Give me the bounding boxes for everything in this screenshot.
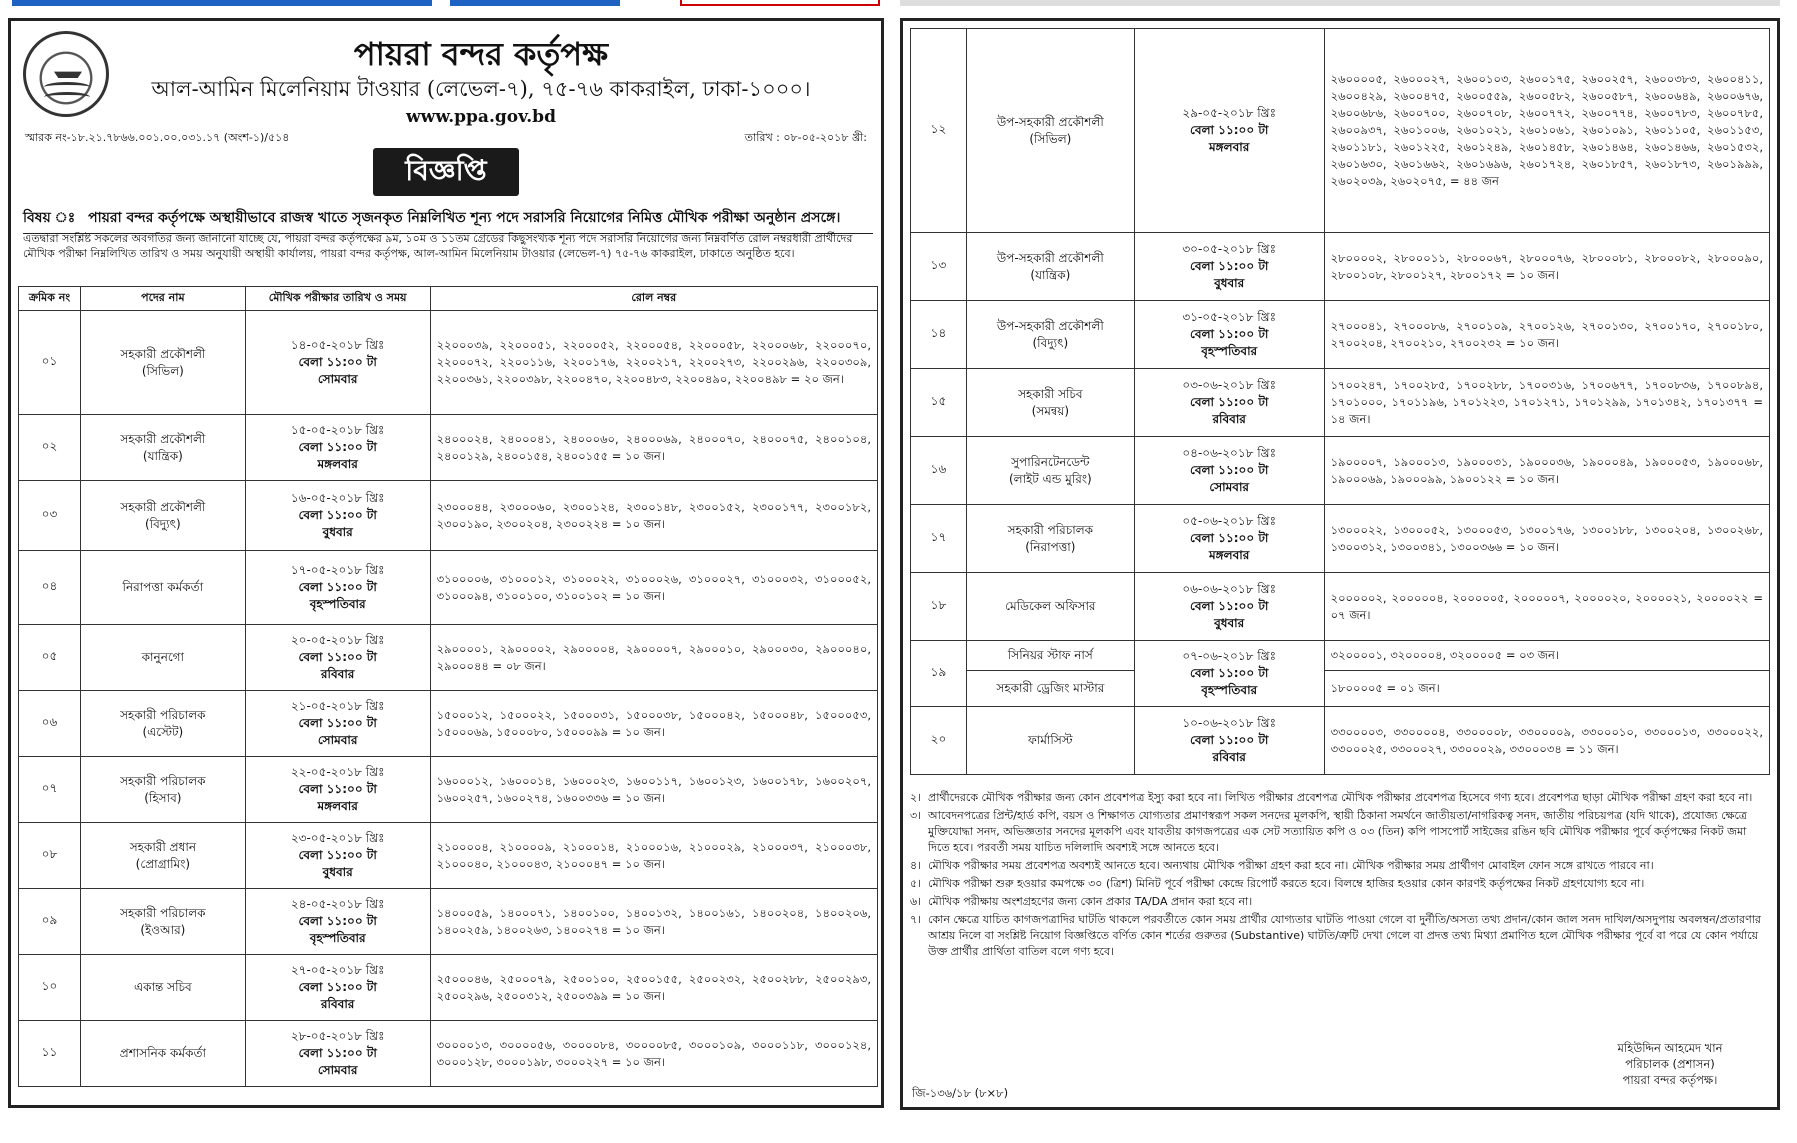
strip-block bbox=[680, 0, 880, 6]
note-text: মৌখিক পরীক্ষার সময় প্রবেশপত্র অবশ্যই আনতে হবে। অন্যথায় মৌখিক পরীক্ষা গ্রহণ করা হবে না। মৌখিক পরীক্ষার সময় প্রার্থীগণ মোবাইল ফোন সঙ্গে রাখতে পারবে না। bbox=[928, 859, 1654, 872]
row-post-name: প্রশাসনিক কর্মকর্তা bbox=[119, 1046, 206, 1060]
port-authority-logo-icon bbox=[23, 31, 109, 117]
row-time: বেলা ১১:০০ টা bbox=[1190, 259, 1269, 273]
row-post bbox=[966, 573, 1134, 641]
row-post-sub: (লাইট এন্ড মুরিং) bbox=[1008, 471, 1092, 486]
row-post-sub: (প্রোগ্রামিং) bbox=[135, 856, 191, 871]
row-rolls: ১৪০০০৫৯, ১৪০০০৭১, ১৪০০১০০, ১৪০০১৩২, ১৪০০১৬১, ১৪০০২০৪, ১৪০০২০৬, ১৪০০২৫৯, ১৪০০২৬৩, ১৪০০২৭৪ = ১০ জন। bbox=[430, 889, 877, 955]
schedule-table-right bbox=[910, 28, 1770, 775]
row-post-sub: (সিভিল) bbox=[141, 363, 184, 378]
subject-line bbox=[23, 206, 873, 234]
row-rolls: ৩৩০০০০৩, ৩৩০০০০৪, ৩৩০০০০৮, ৩৩০০০০৯, ৩৩০০০১০, ৩৩০০০১৩, ৩৩০০০২২, ৩৩০০০২৫, ৩৩০০০২৭, ৩৩০০০২৯, ৩৩০০০৩৪ = ১১ জন। bbox=[1324, 707, 1769, 775]
row-post bbox=[966, 707, 1134, 775]
table-row bbox=[911, 671, 1770, 707]
row-post-name: সহকারী প্রকৌশলী bbox=[120, 431, 206, 446]
row-day: বৃহস্পতিবার bbox=[309, 931, 366, 945]
strip-block bbox=[12, 0, 432, 6]
schedule-table-left bbox=[18, 286, 878, 1087]
row-serial: ০৯ bbox=[19, 889, 81, 955]
table-row bbox=[19, 889, 878, 955]
row-schedule bbox=[245, 415, 430, 481]
header-post: পদের নাম bbox=[80, 287, 245, 311]
row-date: ২৭-০৫-২০১৮ খ্রিঃ bbox=[290, 963, 385, 977]
row-time: বেলা ১১:০০ টা bbox=[1190, 463, 1269, 477]
note-text: কোন ক্ষেত্রে যাচিত কাগজপত্রাদির ঘাটতি থাকলে পরবর্তীতে কোন সময় প্রার্থীর যোগ্যতার ঘাটতি পাওয়া গেলে বা দুর্নীতি/অসত্য তথ্য প্রদান/কোন জাল সনদ দাখিল/অসদুপায় অবলম্বন/প্রতারণার আশ্রয় নিলে বা সংশ্লিষ্ট নিয়োগ বিজ্ঞপ্তিতে বর্ণিত কোন শর্তের গুরুতর (Substantive) ঘাটতি/ত্রুটি দেখা গেলে বা প্রদত্ত তথ্য মিথ্যা প্রমাণিত হলে মৌখিক পরীক্ষার পূর্বে বা পরে যে কোন পর্যায়ে উক্ত প্রার্থীর প্রার্থিতা বাতিল বলে গণ্য হবে। bbox=[928, 913, 1761, 958]
row-time: বেলা ১১:০০ টা bbox=[1190, 395, 1269, 409]
row-date: ২৮-০৫-২০১৮ খ্রিঃ bbox=[290, 1029, 385, 1043]
top-strip bbox=[0, 0, 1797, 8]
row-post bbox=[966, 301, 1134, 369]
row-day: রবিবার bbox=[1212, 412, 1246, 426]
row-time: বেলা ১১:০০ টা bbox=[1190, 123, 1269, 137]
row-serial: ১৪ bbox=[911, 301, 967, 369]
table-row bbox=[911, 505, 1770, 573]
row-post-name: সহকারী প্রকৌশলী bbox=[120, 346, 206, 361]
row-serial: ০৪ bbox=[19, 551, 81, 625]
row-post bbox=[80, 955, 245, 1021]
row-serial: ২০ bbox=[911, 707, 967, 775]
row-schedule bbox=[245, 1021, 430, 1087]
row-rolls: ৩২০০০০১, ৩২০০০০৪, ৩২০০০০৫ = ০৩ জন। bbox=[1324, 641, 1769, 671]
row-serial: ১৩ bbox=[911, 233, 967, 301]
row-day: মঙ্গলবার bbox=[317, 457, 358, 471]
row-time: বেলা ১১:০০ টা bbox=[1190, 733, 1269, 747]
org-website: www.ppa.gov.bd bbox=[406, 107, 556, 127]
table-row bbox=[19, 757, 878, 823]
row-date: ০৫-০৬-২০১৮ খ্রিঃ bbox=[1182, 514, 1276, 528]
subject-label: বিষয় ঃ bbox=[23, 210, 76, 226]
row-time: বেলা ১১:০০ টা bbox=[1190, 599, 1269, 613]
row-schedule bbox=[1134, 29, 1324, 233]
row-post bbox=[80, 481, 245, 551]
row-serial: ১৫ bbox=[911, 369, 967, 437]
row-date: ০৭-০৬-২০১৮ খ্রিঃ bbox=[1182, 649, 1276, 663]
row-day: সোমবার bbox=[1209, 480, 1250, 494]
row-post bbox=[966, 233, 1134, 301]
row-post bbox=[966, 437, 1134, 505]
row-day: বৃহস্পতিবার bbox=[309, 597, 366, 611]
row-day: মঙ্গলবার bbox=[1209, 548, 1250, 562]
row-day: বৃহস্পতিবার bbox=[1201, 683, 1258, 697]
row-post bbox=[80, 415, 245, 481]
row-rolls: ২৬০০০০৫, ২৬০০০২৭, ২৬০০১০৩, ২৬০০১৭৫, ২৬০০২৫৭, ২৬০০৩৮৩, ২৬০০৪১১, ২৬০০৪২৯, ২৬০০৪৭৫, ২৬০০৫৫৯, ২৬০০৫৮২, ২৬০০৫৮৭, ২৬০০৬৪৯, ২৬০০৬৭৬, ২৬০০৬৮৬, ২৬০০৭০০, ২৬০০৭০৮, ২৬০০৭৭২, ২৬০০৭৭৪, ২৬০০৭৮৩, ২৬০০৭৮৫, ২৬০০৯৩৭, ২৬০১০০৬, ২৬০১০২১, ২৬০১০৬১, ২৬০১০৯১, ২৬০১১০৫, ২৬০১১৫৩, ২৬০১১৮১, ২৬০১২২৫, ২৬০১২৪৯, ২৬০১৪৫৮, ২৬০১৪৬৪, ২৬০১৪৬৬, ২৬০১৫৩২, ২৬০১৬৩০, ২৬০১৬৬২, ২৬০১৬৯৬, ২৬০১৭২৪, ২৬০১৮৫৭, ২৬০১৮৭৩, ২৬০১৯৯৯, ২৬০২০৩৯, ২৬০২০৭৫, = ৪৪ জন bbox=[1324, 29, 1769, 233]
note-item bbox=[910, 912, 1770, 960]
row-day: রবিবার bbox=[320, 997, 355, 1011]
row-post-name: সহকারী পরিচালক bbox=[120, 905, 206, 920]
row-schedule bbox=[245, 625, 430, 691]
row-post-sub: (বিদ্যুৎ) bbox=[1032, 335, 1069, 350]
row-day: বুধবার bbox=[322, 525, 353, 539]
table-row bbox=[911, 301, 1770, 369]
row-time: বেলা ১১:০০ টা bbox=[298, 580, 377, 594]
row-post bbox=[80, 625, 245, 691]
row-serial: ১২ bbox=[911, 29, 967, 233]
row-date: ৩১-০৫-২০১৮ খ্রিঃ bbox=[1182, 310, 1276, 324]
row-post-name: সহকারী প্রকৌশলী bbox=[120, 499, 206, 514]
table-row bbox=[19, 625, 878, 691]
org-address: আল-আমিন মিলেনিয়াম টাওয়ার (লেভেল-৭), ৭৫-৭৬ কাকরাইল, ঢাকা-১০০০। bbox=[151, 77, 811, 101]
row-post-sub: (সমন্বয়) bbox=[1031, 403, 1070, 418]
row-post bbox=[80, 823, 245, 889]
table-header-row bbox=[19, 287, 878, 311]
row-date: ২৯-০৫-২০১৮ খ্রিঃ bbox=[1182, 106, 1276, 120]
row-time: বেলা ১১:০০ টা bbox=[298, 508, 377, 522]
row-post-name: ফার্মাসিস্ট bbox=[1028, 733, 1073, 747]
note-item bbox=[910, 876, 1770, 892]
row-rolls: ২৫০০০৪৬, ২৫০০০৭৯, ২৫০০১০০, ২৫০০১৫৫, ২৫০০২৩২, ২৫০০২৮৮, ২৫০০২৯৩, ২৫০০২৯৬, ২৫০০৩১২, ২৫০০৩৯৯ = ১০ জন। bbox=[430, 955, 877, 1021]
row-date: ১০-০৬-২০১৮ খ্রিঃ bbox=[1182, 716, 1276, 730]
row-schedule bbox=[245, 311, 430, 415]
row-serial: ১০ bbox=[19, 955, 81, 1021]
row-time: বেলা ১১:০০ টা bbox=[1190, 666, 1269, 680]
row-rolls: ৩১০০০০৬, ৩১০০০১২, ৩১০০০২২, ৩১০০০২৬, ৩১০০০২৭, ৩১০০০৩২, ৩১০০০৫২, ৩১০০০৯৪, ৩১০০১০০, ৩১০০১০২ = ১০ জন। bbox=[430, 551, 877, 625]
row-date: ০৩-০৬-২০১৮ খ্রিঃ bbox=[1182, 378, 1276, 392]
row-schedule bbox=[1134, 505, 1324, 573]
signer-name: মহিউদ্দিন আহমেদ খান bbox=[1617, 1041, 1723, 1055]
table-row bbox=[19, 551, 878, 625]
row-serial: ০২ bbox=[19, 415, 81, 481]
note-number: ৫। bbox=[910, 877, 922, 890]
row-rolls: ২৮০০০০২, ২৮০০০১১, ২৮০০০৬৭, ২৮০০০৭৬, ২৮০০০৮১, ২৮০০০৮২, ২৮০০০৯০, ২৮০০১০৮, ২৮০০১২৭, ২৮০০১৭২ = ১০ জন। bbox=[1324, 233, 1769, 301]
table-row bbox=[911, 29, 1770, 233]
row-post-name: সহকারী সচিব bbox=[1018, 386, 1083, 401]
row-rolls: ৩০০০০১৩, ৩০০০০৫৬, ৩০০০০৮৪, ৩০০০০৮৫, ৩০০০১০৯, ৩০০০১১৮, ৩০০০১২৪, ৩০০০১২৮, ৩০০০১৯৮, ৩০০০২২৭ = ১০ জন। bbox=[430, 1021, 877, 1087]
row-date: ২১-০৫-২০১৮ খ্রিঃ bbox=[290, 699, 385, 713]
table-row bbox=[911, 233, 1770, 301]
row-post-name: মেডিকেল অফিসার bbox=[1005, 599, 1096, 613]
note-item bbox=[910, 894, 1770, 910]
row-time: বেলা ১১:০০ টা bbox=[298, 355, 377, 369]
signature-block bbox=[1580, 1040, 1760, 1088]
row-rolls: ১৫০০০১২, ১৫০০০২২, ১৫০০০৩১, ১৫০০০৩৮, ১৫০০০৪২, ১৫০০০৪৮, ১৫০০০৫৩, ১৫০০০৬৯, ১৫০০০৮০, ১৫০০০৯৯ = ১০ জন। bbox=[430, 691, 877, 757]
row-post bbox=[80, 757, 245, 823]
signer-org: পায়রা বন্দর কর্তৃপক্ষ। bbox=[1622, 1073, 1718, 1087]
row-rolls: ২৯০০০০১, ২৯০০০০২, ২৯০০০০৪, ২৯০০০০৭, ২৯০০০১০, ২৯০০০৩০, ২৯০০০৪০, ২৯০০০৪৪ = ০৮ জন। bbox=[430, 625, 877, 691]
row-date: ১৬-০৫-২০১৮ খ্রিঃ bbox=[290, 491, 385, 505]
row-rolls: ২৭০০০৪১, ২৭০০০৮৬, ২৭০০১০৯, ২৭০০১২৬, ২৭০০১৩০, ২৭০০১৭০, ২৭০০১৮০, ২৭০০২০৪, ২৭০০২১০, ২৭০০২৩২ = ১০ জন। bbox=[1324, 301, 1769, 369]
note-text: প্রার্থীদেরকে মৌখিক পরীক্ষার জন্য কোন প্রবেশপত্র ইস্যু করা হবে না। লিখিত পরীক্ষার প্রবেশপত্র মৌখিক পরীক্ষার প্রবেশপত্র হিসেবে গণ্য হবে। প্রবেশপত্র ছাড়া মৌখিক পরীক্ষা গ্রহণ করা হবে না। bbox=[928, 791, 1753, 804]
row-rolls: ২০০০০০২, ২০০০০০৪, ২০০০০০৫, ২০০০০০৭, ২০০০০২০, ২০০০০২১, ২০০০০২২ = ০৭ জন। bbox=[1324, 573, 1769, 641]
note-text: মৌখিক পরীক্ষা শুরু হওয়ার কমপক্ষে ৩০ (ত্রিশ) মিনিট পূর্বে পরীক্ষা কেন্দ্রে রিপোর্ট করতে হবে। বিলম্বে হাজির হওয়ার কোন কারণই কর্তৃপক্ষের নিকট গ্রহণযোগ্য হবে না। bbox=[928, 877, 1645, 890]
row-day: বুধবার bbox=[1214, 616, 1245, 630]
row-schedule bbox=[245, 889, 430, 955]
table-row bbox=[19, 415, 878, 481]
row-post-name: সহকারী প্রধান bbox=[129, 839, 196, 854]
row-schedule bbox=[245, 955, 430, 1021]
reference-code: জি-১৩৬/১৮ (৮×৮) bbox=[912, 1086, 1009, 1100]
row-date: ০৬-০৬-২০১৮ খ্রিঃ bbox=[1182, 582, 1276, 596]
row-schedule bbox=[1134, 641, 1324, 707]
row-day: সোমবার bbox=[317, 733, 358, 747]
row-time: বেলা ১১:০০ টা bbox=[298, 440, 377, 454]
note-item bbox=[910, 790, 1770, 806]
row-day: সোমবার bbox=[317, 372, 358, 386]
row-date: ১৭-০৫-২০১৮ খ্রিঃ bbox=[290, 563, 385, 577]
row-serial: ০৩ bbox=[19, 481, 81, 551]
row-time: বেলা ১১:০০ টা bbox=[1190, 327, 1269, 341]
note-text: মৌখিক পরীক্ষায় অংশগ্রহণের জন্য কোন প্রকার TA/DA প্রদান করা হবে না। bbox=[928, 895, 1253, 908]
row-post-sub: (যান্ত্রিক) bbox=[142, 448, 183, 463]
row-date: ২০-০৫-২০১৮ খ্রিঃ bbox=[290, 633, 385, 647]
ship-icon bbox=[54, 62, 82, 78]
row-post bbox=[966, 29, 1134, 233]
row-post-sub: (বিদ্যুৎ) bbox=[145, 516, 181, 531]
note-number: ৬। bbox=[910, 895, 922, 908]
note-item bbox=[910, 808, 1770, 856]
row-serial: ১৭ bbox=[911, 505, 967, 573]
row-rolls: ২৪০০০২৪, ২৪০০০৪১, ২৪০০০৬০, ২৪০০০৬৯, ২৪০০০৭০, ২৪০০০৭৫, ২৪০০১০৪, ২৪০০১২৯, ২৪০০১৫৪, ২৪০০১৫৫ = ১০ জন। bbox=[430, 415, 877, 481]
row-post bbox=[80, 311, 245, 415]
row-schedule bbox=[245, 481, 430, 551]
table-row bbox=[911, 369, 1770, 437]
table-row bbox=[19, 311, 878, 415]
row-serial: ১৬ bbox=[911, 437, 967, 505]
row-time: বেলা ১১:০০ টা bbox=[298, 782, 377, 796]
note-number: ৭। bbox=[910, 913, 922, 926]
table-row bbox=[911, 707, 1770, 775]
row-time: বেলা ১১:০০ টা bbox=[298, 1046, 377, 1060]
row-schedule bbox=[1134, 573, 1324, 641]
row-post bbox=[80, 551, 245, 625]
row-schedule bbox=[1134, 437, 1324, 505]
note-text: আবেদনপত্রের প্রিন্ট/হার্ড কপি, বয়স ও শিক্ষাগত যোগ্যতার প্রমাণস্বরূপ সকল সনদের মূলকপি, স্থায়ী ঠিকানা সমর্থনে জাতীয়তা/নাগরিকত্ব সনদ, জাতীয় পরিচয়পত্র (যদি থাকে), প্রযোজ্য ক্ষেত্রে মুক্তিযোদ্ধা সনদ, অভিজ্ঞতার সনদের মূলকপি এবং যাবতীয় কাগজপত্রের এক সেট সত্যায়িত কপি ও ০৩ (তিন) কপি পাসপোর্ট সাইজের রঙিন ছবি মৌখিক পরীক্ষার পূর্বে কর্তৃপক্ষের নিকট জমা দিতে হবে। পরবর্তী সময় যাচিত দলিলাদি অবশ্যই সঙ্গে আনতে হবে। bbox=[928, 809, 1747, 854]
row-rolls: ২১০০০০৪, ২১০০০০৯, ২১০০০১৪, ২১০০০১৬, ২১০০০২৯, ২১০০০৩৭, ২১০০০৩৮, ২১০০০৪০, ২১০০০৪৩, ২১০০০৪৭ = ১০ জন। bbox=[430, 823, 877, 889]
strip-block bbox=[450, 0, 620, 6]
row-post-name: সুপারিনটেনডেন্ট bbox=[1011, 454, 1090, 469]
row-time: বেলা ১১:০০ টা bbox=[1190, 531, 1269, 545]
row-day: বুধবার bbox=[1214, 276, 1245, 290]
intro-paragraph: এতদ্বারা সংশ্লিষ্ট সকলের অবগতির জন্য জানানো যাচ্ছে যে, পায়রা বন্দর কর্তৃপক্ষের ৯ম, ১০ম ও ১১তম গ্রেডের কিছুসংখ্যক শূন্য পদে সরাসরি নিয়োগের জন্য নিম্নবর্ণিত রোল নম্বরধারী প্রার্থীদের মৌখিক পরীক্ষা নিম্নলিখিত তারিখ ও সময় অনুযায়ী অস্থায়ী কার্যালয়, পায়রা বন্দর কর্তৃপক্ষ, আল-আমিন মিলেনিয়াম টাওয়ার (লেভেল-৭) ৭৫-৭৬ কাকরাইল, ঢাকাতে অনুষ্ঠিত হবে। bbox=[23, 232, 853, 260]
row-day: বৃহস্পতিবার bbox=[1201, 344, 1258, 358]
row-date: ২২-০৫-২০১৮ খ্রিঃ bbox=[290, 765, 385, 779]
row-post-sub: (ইওআর) bbox=[140, 922, 186, 937]
row-post-sub: (হিসাব) bbox=[144, 790, 182, 805]
row-post-name: উপ-সহকারী প্রকৌশলী bbox=[996, 114, 1104, 129]
row-rolls: ২২০০০৩৯, ২২০০০৫১, ২২০০০৫২, ২২০০০৫৪, ২২০০০৫৮, ২২০০০৬৮, ২২০০০৭০, ২২০০০৭২, ২২০০১১৬, ২২০০১৭৬, ২২০০২১৭, ২২০০২৭৩, ২২০০২৯৬, ২২০০৩০৯, ২২০০৩৬১, ২২০০৩৯৮, ২২০০৪৭০, ২২০০৪৮৩, ২২০০৪৯০, ২২০০৪৯৮ = ২০ জন। bbox=[430, 311, 877, 415]
org-title: পায়রা বন্দর কর্তৃপক্ষ bbox=[353, 35, 609, 73]
wave-icon bbox=[44, 92, 90, 102]
row-day: মঙ্গলবার bbox=[317, 799, 358, 813]
row-schedule bbox=[1134, 301, 1324, 369]
row-post-sub: (সিভিল) bbox=[1029, 131, 1072, 146]
row-date: ৩০-০৫-২০১৮ খ্রিঃ bbox=[1182, 242, 1276, 256]
notice-badge: বিজ্ঞপ্তি bbox=[373, 148, 519, 196]
row-date: ২৪-০৫-২০১৮ খ্রিঃ bbox=[290, 897, 385, 911]
row-post-name: সহকারী পরিচালক bbox=[120, 773, 206, 788]
row-schedule bbox=[245, 691, 430, 757]
note-item bbox=[910, 858, 1770, 874]
row-post bbox=[966, 505, 1134, 573]
row-post-name: নিরাপত্তা কর্মকর্তা bbox=[122, 580, 204, 594]
row-post-name: উপ-সহকারী প্রকৌশলী bbox=[996, 250, 1104, 265]
header-sl: ক্রমিক নং bbox=[19, 287, 81, 311]
row-rolls: ১৬০০০১২, ১৬০০০১৪, ১৬০০০২৩, ১৬০০১১৭, ১৬০০১২৩, ১৬০০১৭৮, ১৬০০২০৭, ১৬০০২৫৭, ১৬০০২৭৪, ১৬০০৩৩৬ = ১০ জন। bbox=[430, 757, 877, 823]
row-time: বেলা ১১:০০ টা bbox=[298, 980, 377, 994]
row-rolls: ১৮০০০০৫ = ০১ জন। bbox=[1324, 671, 1769, 707]
table-row bbox=[19, 955, 878, 1021]
memo-number: স্মারক নং-১৮.২১.৭৮৬৬.০০১.০০.০৩১.১৭ (অংশ-১)/৫১৪ bbox=[25, 131, 290, 144]
wave-icon bbox=[44, 82, 90, 92]
table-row bbox=[911, 573, 1770, 641]
notice-date: তারিখ : ০৮-০৫-২০১৮ খ্রী: bbox=[744, 131, 867, 144]
row-post bbox=[80, 889, 245, 955]
row-rolls: ১৩০০০২২, ১৩০০০৫২, ১৩০০০৫৩, ১৩০০১৭৬, ১৩০০১৮৮, ১৩০০২০৪, ১৩০০২৬৮, ১৩০০৩১২, ১৩০০৩৪১, ১৩০০৩৬৬ = ১০ জন। bbox=[1324, 505, 1769, 573]
row-day: মঙ্গলবার bbox=[1209, 140, 1250, 154]
row-post-name: সহকারী পরিচালক bbox=[120, 707, 206, 722]
row-time: বেলা ১১:০০ টা bbox=[298, 650, 377, 664]
row-schedule bbox=[245, 551, 430, 625]
row-date: ১৪-০৫-২০১৮ খ্রিঃ bbox=[290, 338, 385, 352]
table-row bbox=[911, 437, 1770, 505]
table-row bbox=[19, 1021, 878, 1087]
row-post bbox=[80, 691, 245, 757]
strip-block bbox=[900, 0, 1780, 6]
row-serial: ০৮ bbox=[19, 823, 81, 889]
row-serial: ০৫ bbox=[19, 625, 81, 691]
row-serial: ১১ bbox=[19, 1021, 81, 1087]
table-row bbox=[19, 691, 878, 757]
row-schedule bbox=[1134, 369, 1324, 437]
row-serial: ০১ bbox=[19, 311, 81, 415]
table-row bbox=[911, 641, 1770, 671]
header-date: মৌখিক পরীক্ষার তারিখ ও সময় bbox=[245, 287, 430, 311]
row-post-name: কানুনগো bbox=[141, 650, 185, 664]
row-schedule bbox=[245, 823, 430, 889]
row-post-name: সহকারী পরিচালক bbox=[1007, 522, 1094, 537]
row-post: সহকারী ড্রেজিং মাস্টার bbox=[966, 671, 1134, 707]
row-post-sub: (এস্টেট) bbox=[142, 724, 184, 739]
row-serial: ১৯ bbox=[911, 641, 967, 707]
row-time: বেলা ১১:০০ টা bbox=[298, 914, 377, 928]
row-post bbox=[966, 369, 1134, 437]
row-rolls: ১৭০০২৪৭, ১৭০০২৮৫, ১৭০০২৮৮, ১৭০০৩১৬, ১৭০০৬৭৭, ১৭০০৮৩৬, ১৭০০৮৯৪, ১৭০১০০০, ১৭০১১৯৬, ১৭০১২২৩, ১৭০১২৭১, ১৭০১২৯৯, ১৭০১৩৪২, ১৭০১৩৭৭ = ১৪ জন। bbox=[1324, 369, 1769, 437]
row-day: সোমবার bbox=[317, 1063, 358, 1077]
table-row bbox=[19, 481, 878, 551]
row-date: ০৪-০৬-২০১৮ খ্রিঃ bbox=[1182, 446, 1276, 460]
row-schedule bbox=[1134, 707, 1324, 775]
row-schedule bbox=[1134, 233, 1324, 301]
row-serial: ০৭ bbox=[19, 757, 81, 823]
row-time: বেলা ১১:০০ টা bbox=[298, 848, 377, 862]
subject-text: পায়রা বন্দর কর্তৃপক্ষে অস্থায়ীভাবে রাজস্ব খাতে সৃজনকৃত নিম্নলিখিত শূন্য পদে সরাসরি নিয়োগের নিমিত্ত মৌখিক পরীক্ষা অনুষ্ঠান প্রসঙ্গে। bbox=[88, 210, 841, 226]
note-number: ৩। bbox=[910, 809, 922, 822]
row-rolls: ২৩০০০৪৪, ২৩০০০৬০, ২৩০০১২৪, ২৩০০১৪৮, ২৩০০১৫২, ২৩০০১৭৭, ২৩০০১৮২, ২৩০০১৯০, ২৩০০২০৪, ২৩০০২২৪ = ১০ জন। bbox=[430, 481, 877, 551]
header-roll: রোল নম্বর bbox=[430, 287, 877, 311]
row-schedule bbox=[245, 757, 430, 823]
table-row bbox=[19, 823, 878, 889]
row-post-name: একান্ত সচিব bbox=[134, 980, 192, 994]
signer-designation: পরিচালক (প্রশাসন) bbox=[1625, 1057, 1715, 1071]
row-date: ২৩-০৫-২০১৮ খ্রিঃ bbox=[290, 831, 385, 845]
row-day: রবিবার bbox=[320, 667, 355, 681]
row-day: রবিবার bbox=[1212, 750, 1246, 764]
notes-list bbox=[910, 790, 1770, 962]
note-number: ২। bbox=[910, 791, 922, 804]
row-post: সিনিয়র স্টাফ নার্স bbox=[966, 641, 1134, 671]
row-post-name: উপ-সহকারী প্রকৌশলী bbox=[996, 318, 1104, 333]
note-number: ৪। bbox=[910, 859, 922, 872]
row-serial: ১৮ bbox=[911, 573, 967, 641]
row-day: বুধবার bbox=[322, 865, 353, 879]
row-post-sub: (নিরাপত্তা) bbox=[1025, 539, 1076, 554]
row-post bbox=[80, 1021, 245, 1087]
row-serial: ০৬ bbox=[19, 691, 81, 757]
row-time: বেলা ১১:০০ টা bbox=[298, 716, 377, 730]
row-date: ১৫-০৫-২০১৮ খ্রিঃ bbox=[290, 423, 385, 437]
row-rolls: ১৯০০০০৭, ১৯০০০১৩, ১৯০০০৩১, ১৯০০০৩৬, ১৯০০০৪৯, ১৯০০০৫৩, ১৯০০০৬৮, ১৯০০০৬৯, ১৯০০০৯৯, ১৯০০১২২ = ১০ জন। bbox=[1324, 437, 1769, 505]
row-post-sub: (যান্ত্রিক) bbox=[1030, 267, 1071, 282]
